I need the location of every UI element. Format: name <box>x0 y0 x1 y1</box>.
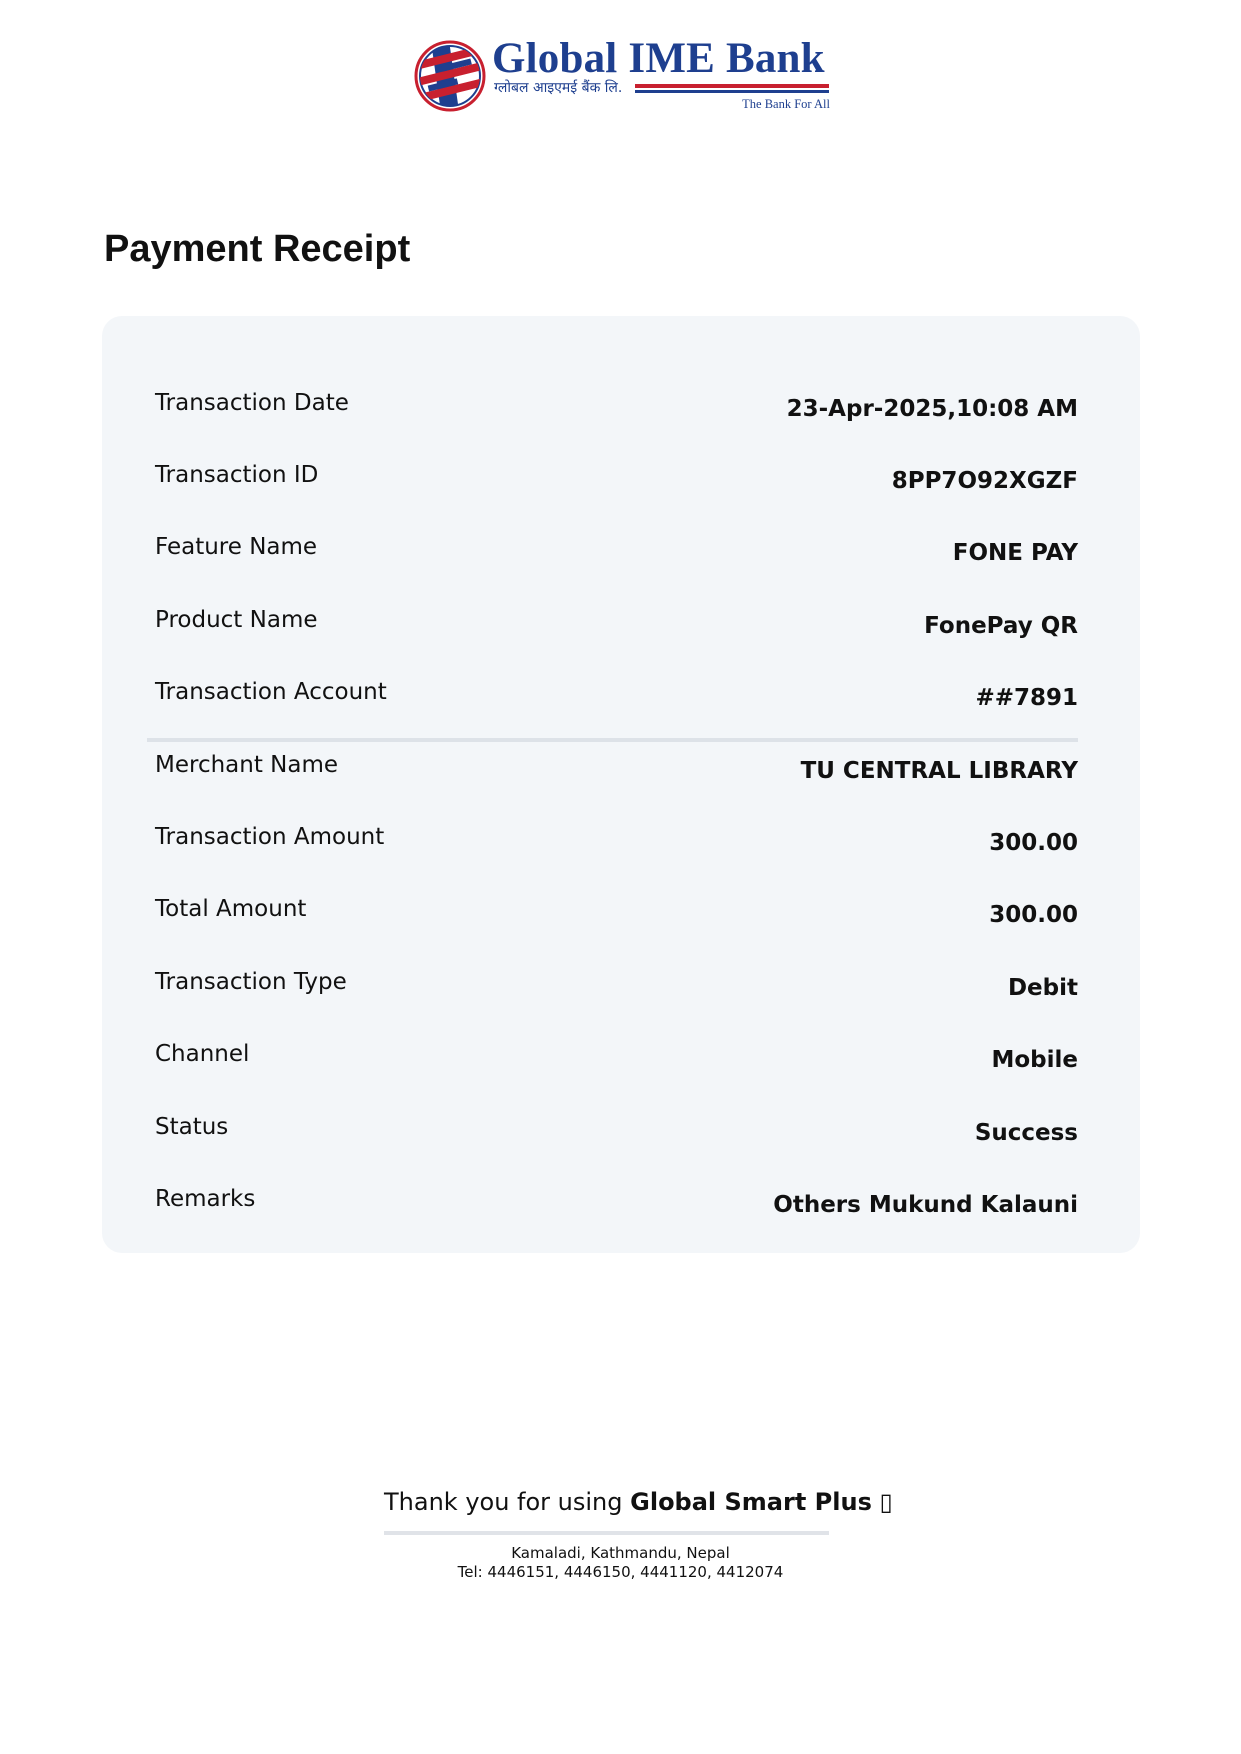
row-transaction-account <box>102 679 1140 739</box>
row-transaction-date <box>102 390 1140 450</box>
row-value: Debit <box>1007 975 1078 1001</box>
row-label: Product Name <box>155 607 318 633</box>
row-feature-name <box>102 534 1140 594</box>
row-total-amount <box>102 896 1140 956</box>
bank-name: Global IME Bank <box>492 35 825 82</box>
row-label: Transaction ID <box>155 462 319 488</box>
card-divider <box>147 738 1078 742</box>
logo-rule-blue <box>635 90 829 93</box>
bank-logo <box>414 35 834 118</box>
row-value: Mobile <box>991 1047 1078 1073</box>
logo-rule-red <box>635 84 829 88</box>
row-value: Others Mukund Kalauni <box>773 1192 1078 1218</box>
bank-name-nepali: ग्लोबल आइएमई बैंक लि. <box>494 80 623 96</box>
bank-contact <box>0 1544 1241 1582</box>
row-transaction-amount <box>102 824 1140 884</box>
row-label: Transaction Type <box>155 969 347 995</box>
row-value: FONE PAY <box>952 540 1078 566</box>
row-channel <box>102 1041 1140 1101</box>
thanks-prefix: Thank you for using <box>384 1488 631 1516</box>
thank-you-message <box>384 1488 893 1516</box>
row-label: Remarks <box>155 1186 256 1212</box>
row-label: Total Amount <box>155 896 307 922</box>
row-label: Transaction Amount <box>155 824 385 850</box>
row-value: 8PP7O92XGZF <box>891 468 1078 494</box>
footer-divider <box>384 1531 829 1535</box>
bank-emblem-icon <box>414 40 486 112</box>
row-label: Transaction Date <box>155 390 349 416</box>
row-value: Success <box>974 1120 1078 1146</box>
row-transaction-id <box>102 462 1140 522</box>
row-transaction-type <box>102 969 1140 1029</box>
row-value: TU CENTRAL LIBRARY <box>800 758 1078 784</box>
row-value: ##7891 <box>975 685 1078 711</box>
row-value: 300.00 <box>989 830 1078 856</box>
thanks-suffix: ▯ <box>871 1488 893 1516</box>
bank-address: Kamaladi, Kathmandu, Nepal <box>511 1544 730 1562</box>
row-remarks <box>102 1186 1140 1246</box>
row-label: Transaction Account <box>155 679 387 705</box>
receipt-details-card <box>102 316 1140 1253</box>
row-value: 300.00 <box>989 902 1078 928</box>
app-name: Global Smart Plus <box>630 1488 872 1516</box>
row-label: Feature Name <box>155 534 318 560</box>
bank-tagline: The Bank For All <box>742 97 830 111</box>
row-merchant-name <box>102 752 1140 812</box>
bank-phone-numbers: Tel: 4446151, 4446150, 4441120, 4412074 <box>457 1563 784 1581</box>
row-label: Channel <box>155 1041 250 1067</box>
row-status <box>102 1114 1140 1174</box>
row-value: FonePay QR <box>924 613 1078 639</box>
page-title: Payment Receipt <box>104 228 411 270</box>
row-product-name <box>102 607 1140 667</box>
row-label: Status <box>155 1114 229 1140</box>
row-value: 23-Apr-2025,10:08 AM <box>786 396 1078 422</box>
row-label: Merchant Name <box>155 752 339 778</box>
